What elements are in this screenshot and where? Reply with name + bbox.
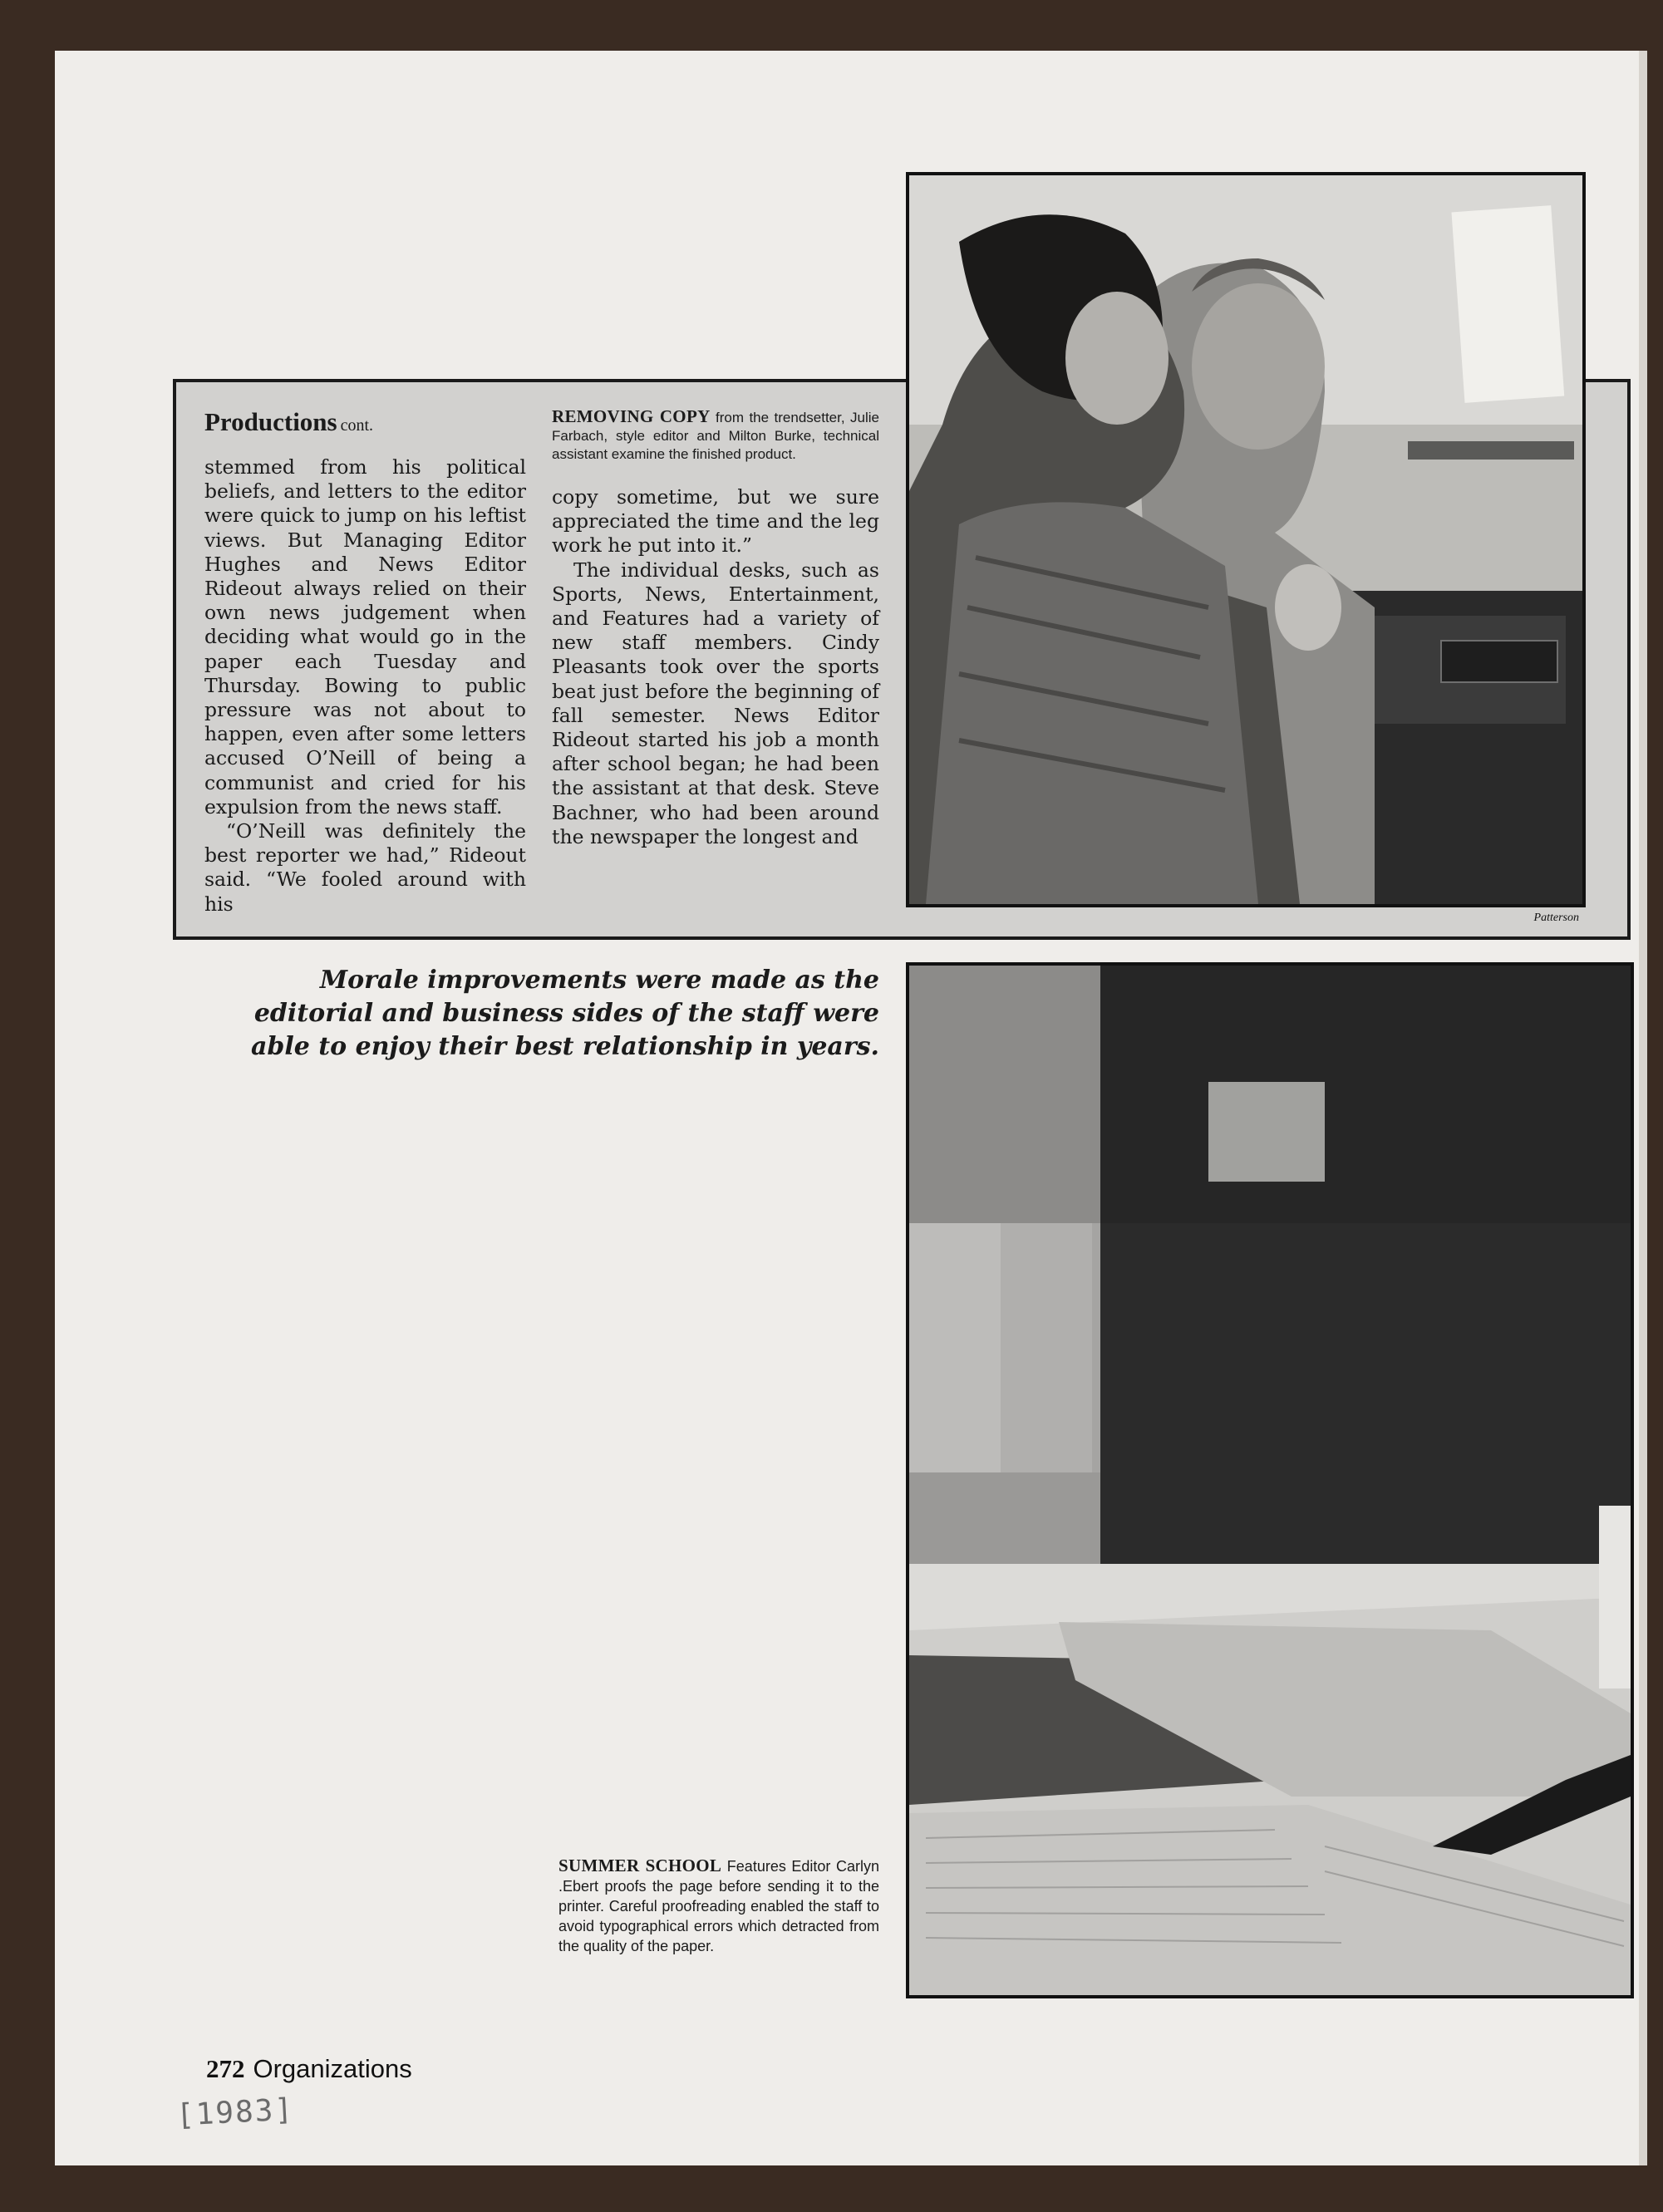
photo-illustration xyxy=(909,966,1631,1995)
caption-lead: SUMMER SCHOOL xyxy=(558,1856,722,1875)
heading-title: Productions xyxy=(204,407,337,436)
left-column-text xyxy=(204,455,526,917)
photo-caption-bottom xyxy=(558,1856,879,1956)
paragraph: copy sometime, but we sure appreciated the time and the leg work he put into it.” xyxy=(552,485,879,558)
right-column-text xyxy=(552,485,879,849)
caption-lead: REMOVING COPY xyxy=(552,406,711,426)
photo-credit: Patterson xyxy=(1533,912,1579,924)
photo-summer-school xyxy=(906,962,1634,1998)
caption-text: Features Editor Carlyn .Ebert proofs the page before sending it to the printer. Careful proofreading enabled the staff to avoid typographical errors which detracted from the quality of the paper. xyxy=(558,1858,879,1954)
article-column-left xyxy=(204,407,526,917)
paragraph: stemmed from his political beliefs, and letters to the editor were quick to jump on his leftist views. But Managing Editor Hughes and News Editor Rideout always relied on their own news judgement when deciding what would go in the paper each Tuesday and Thursday. Bowing to public pressure was not about to happen, even after some letters accused O’Neill of being a communist and cried for his expulsion from the news staff. xyxy=(204,455,526,818)
photo-illustration xyxy=(909,175,1582,904)
paragraph: “O’Neill was definitely the best reporter we had,” Rideout said. “We fooled around with his xyxy=(204,819,526,916)
pull-quote: Morale improvements were made as the editorial and business sides of the staff were able to enjoy their best relationship in years. xyxy=(250,966,879,1061)
article-column-right xyxy=(552,407,879,849)
page-number: 272 xyxy=(206,2054,245,2083)
handwritten-note: [1983] xyxy=(175,2092,296,2133)
photo-removing-copy xyxy=(906,172,1586,907)
heading-suffix: cont. xyxy=(340,416,374,435)
paragraph: The individual desks, such as Sports, News, Entertainment, and Features had a variety of new staff members. Cindy Pleasants took over the sports beat just before the beginning of fall semester. News Editor Rideout started his job a month after school began; he had been the assistant at that desk. Steve Bachner, who had been around the newspaper the longest and xyxy=(552,558,879,848)
article-heading xyxy=(204,407,526,437)
photo-caption-top xyxy=(552,407,879,464)
section-name: Organizations xyxy=(253,2054,412,2083)
page-edge xyxy=(1639,51,1647,2165)
page-folio xyxy=(206,2054,412,2084)
caption-text: from the trendsetter, Julie Farbach, style editor and Milton Burke, technical assistant examine the finished product. xyxy=(552,410,879,462)
